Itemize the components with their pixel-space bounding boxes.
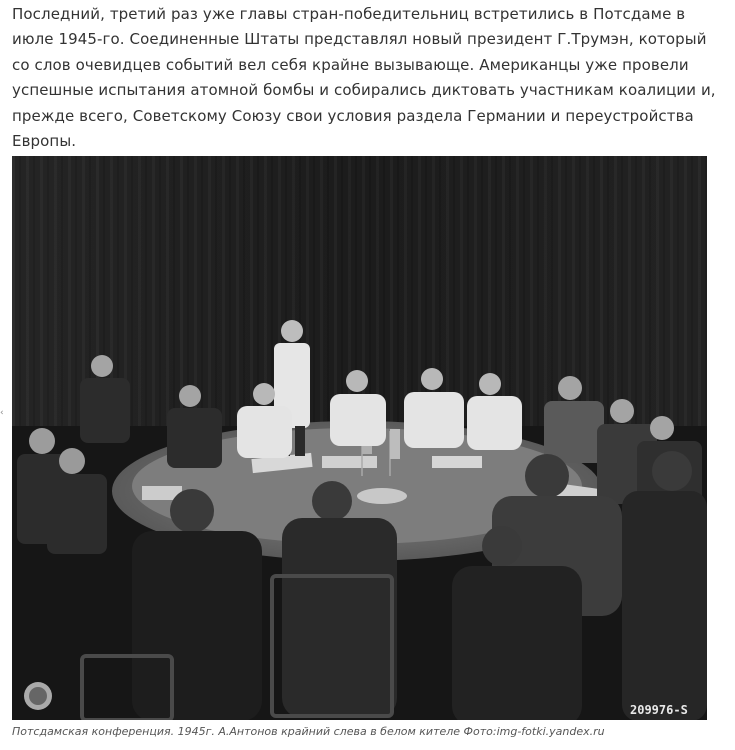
photo-number: 209976-S — [630, 703, 688, 717]
photo-illustration — [12, 156, 707, 720]
potsdam-conference-photo — [12, 156, 707, 720]
centerpiece — [357, 488, 407, 504]
left-edge-marker: ‹ — [0, 408, 4, 418]
article-paragraph: Последний, третий раз уже главы стран-победительниц встретились в Потсдаме в июле 1945-го. Соединенные Штаты представлял новый президент Г.Трумэн, который со слов очевидцев событий вел себя крайне вызывающе. Американцы уже провели успешные испытания атомной бомбы и собирались диктовать участникам коалиции и, прежде всего, Советскому Союзу свои условия раздела Германии и переустройства Европы. — [12, 5, 716, 151]
flag — [390, 429, 400, 459]
photo-caption: Потсдамская конференция. 1945г. А.Антонов крайний слева в белом кителе Фото:img-fotki.yandex.ru — [12, 725, 605, 738]
